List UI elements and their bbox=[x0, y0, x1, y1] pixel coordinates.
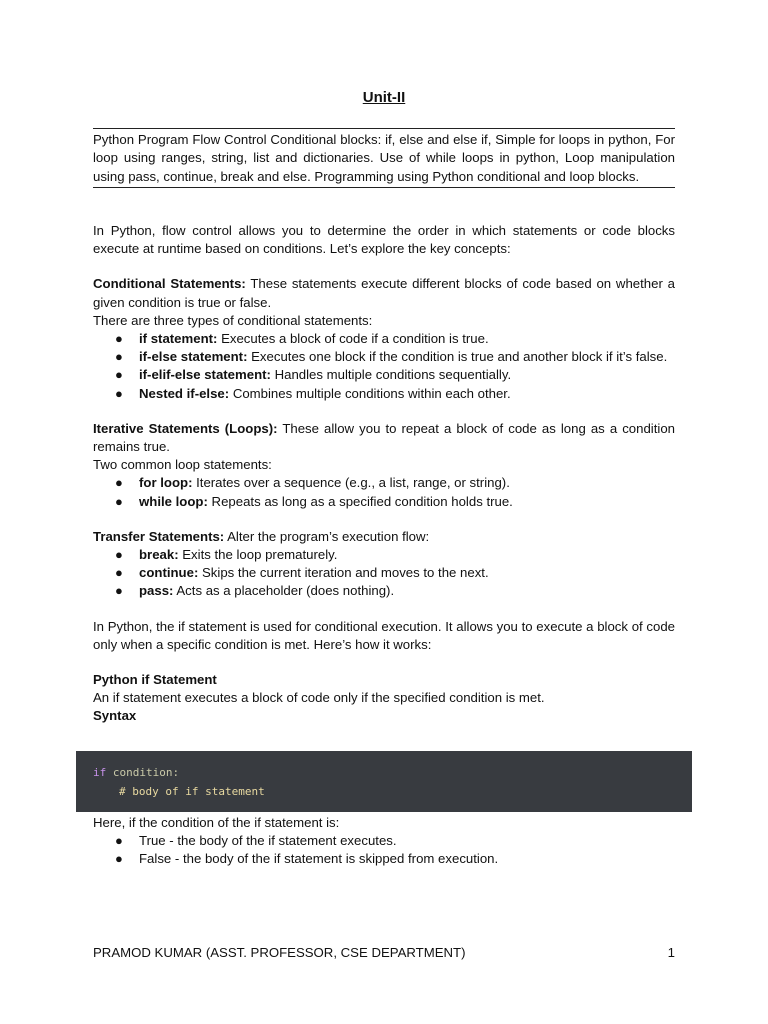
footer-author: PRAMOD KUMAR (ASST. PROFESSOR, CSE DEPARTMENT) bbox=[93, 945, 466, 960]
page-title: Unit-II bbox=[362, 89, 406, 106]
list-item: ● if statement: Executes a block of code if a condition is true. bbox=[93, 330, 675, 348]
list-item: ● while loop: Repeats as long as a specified condition holds true. bbox=[93, 493, 675, 511]
bullet-icon: ● bbox=[115, 367, 123, 383]
list-item: ● continue: Skips the current iteration and moves to the next. bbox=[93, 564, 675, 582]
bullet-icon: ● bbox=[115, 583, 123, 599]
page-footer bbox=[93, 945, 675, 960]
list-item: ● pass: Acts as a placeholder (does nothing). bbox=[93, 582, 675, 600]
list-item: ● True - the body of the if statement executes. bbox=[93, 832, 675, 850]
main-content bbox=[93, 222, 675, 726]
conditional-lead: There are three types of conditional statements: bbox=[93, 312, 373, 328]
if-conditions bbox=[93, 814, 675, 869]
bullet-icon: ● bbox=[115, 851, 123, 867]
list-item: ● Nested if-else: Combines multiple conditions within each other. bbox=[93, 385, 675, 403]
list-item: ● for loop: Iterates over a sequence (e.g., a list, range, or string). bbox=[93, 474, 675, 492]
iterative-paragraph: Iterative Statements (Loops): These allow you to repeat a block of code as long as a condition remains true. bbox=[93, 420, 675, 455]
if-conditions-lead: Here, if the condition of the if statement is: bbox=[93, 815, 340, 830]
intro-paragraph: In Python, flow control allows you to determine the order in which statements or code blocks execute at runtime based on conditions. Let’s explore the key concepts: bbox=[93, 223, 675, 257]
page-number: 1 bbox=[667, 945, 675, 960]
syntax-label: Syntax bbox=[93, 708, 137, 724]
bullet-icon: ● bbox=[115, 331, 123, 347]
bullet-icon: ● bbox=[115, 475, 123, 491]
list-item: ● break: Exits the loop prematurely. bbox=[93, 546, 675, 564]
if-intro-paragraph: In Python, the if statement is used for conditional execution. It allows you to execute a block of code only when a specific condition is met. Here’s how it works: bbox=[93, 618, 675, 652]
bullet-icon: ● bbox=[115, 385, 123, 401]
iterative-lead: Two common loop statements: bbox=[93, 457, 272, 473]
code-keyword: if bbox=[93, 766, 107, 779]
iterative-list bbox=[93, 474, 675, 510]
list-item: ● if-elif-else statement: Handles multiple conditions sequentially. bbox=[93, 366, 675, 384]
conditional-paragraph: Conditional Statements: These statements execute different blocks of code based on whether a given condition is true or false. bbox=[93, 276, 675, 310]
code-line-1: if condition: bbox=[93, 766, 180, 779]
code-block bbox=[76, 751, 692, 812]
list-item: ● if-else statement: Executes one block if the condition is true and another block if it’s false. bbox=[93, 348, 675, 366]
conditional-list bbox=[93, 330, 675, 403]
bullet-icon: ● bbox=[115, 493, 123, 509]
transfer-list bbox=[93, 546, 675, 601]
bullet-icon: ● bbox=[115, 565, 123, 581]
if-conditions-list bbox=[93, 832, 675, 868]
bullet-icon: ● bbox=[115, 547, 123, 563]
if-description: An if statement executes a block of code only if the specified condition is met. bbox=[93, 690, 545, 706]
code-line-2: # body of if statement bbox=[119, 785, 265, 798]
bullet-icon: ● bbox=[115, 349, 123, 365]
transfer-paragraph: Transfer Statements: Alter the program’s execution flow: bbox=[93, 528, 430, 544]
if-heading: Python if Statement bbox=[93, 672, 217, 688]
syllabus-box: Python Program Flow Control Conditional blocks: if, else and else if, Simple for loops in python, For loop using ranges, string, list and dictionaries. Use of while loops in python, Loop manipulation using pass, continue, break and else. Programming using Python conditional and loop blocks. bbox=[93, 128, 675, 188]
bullet-icon: ● bbox=[115, 833, 123, 849]
list-item: ● False - the body of the if statement is skipped from execution. bbox=[93, 850, 675, 868]
